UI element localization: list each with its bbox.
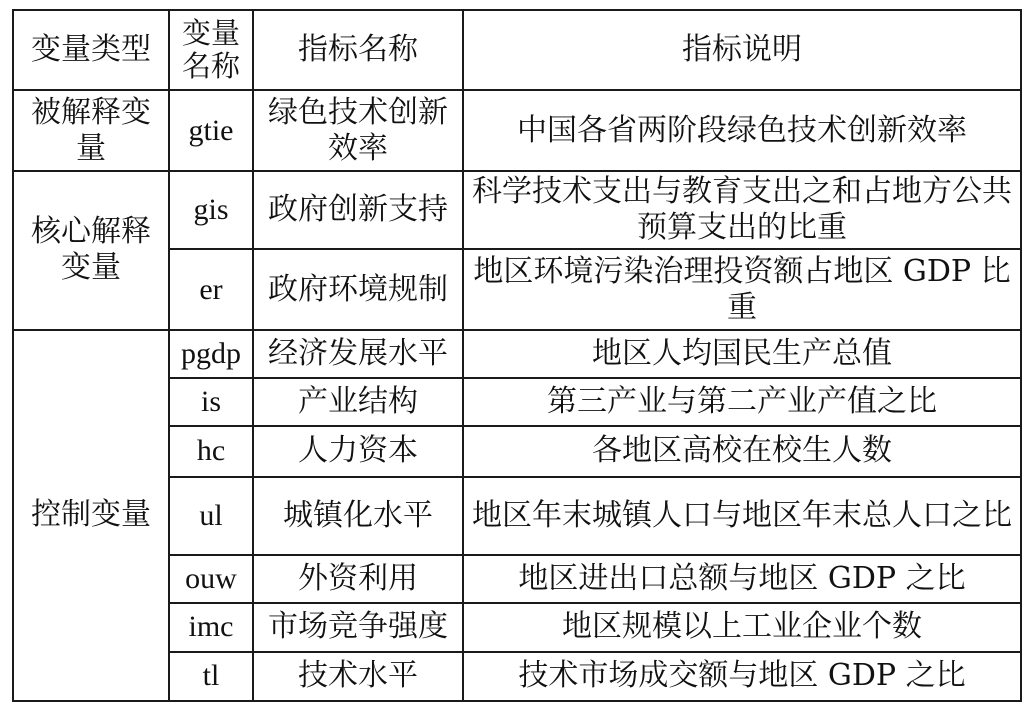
variable-name-cell: imc bbox=[169, 603, 253, 651]
indicator-description-cell: 科学技术支出与教育支出之和占地方公共预算支出的比重 bbox=[463, 171, 1021, 249]
variable-name-cell: tl bbox=[169, 652, 253, 701]
indicator-description-cell: 地区环境污染治理投资额占地区 GDP 比重 bbox=[463, 249, 1021, 329]
variable-name-cell: is bbox=[169, 378, 253, 426]
header-row bbox=[13, 10, 1021, 90]
variable-type-cell: 被解释变量 bbox=[13, 90, 169, 170]
variable-name-cell: er bbox=[169, 249, 253, 329]
indicator-name-cell: 经济发展水平 bbox=[253, 330, 463, 378]
header-indicator-name: 指标名称 bbox=[253, 10, 463, 90]
indicator-name-cell: 市场竞争强度 bbox=[253, 603, 463, 651]
indicator-name-cell: 技术水平 bbox=[253, 652, 463, 701]
indicator-description-cell: 第三产业与第二产业产值之比 bbox=[463, 378, 1021, 426]
indicator-description-cell: 技术市场成交额与地区 GDP 之比 bbox=[463, 652, 1021, 701]
indicator-name-cell: 政府环境规制 bbox=[253, 249, 463, 329]
variable-type-cell: 控制变量 bbox=[13, 330, 169, 701]
variable-type-cell: 核心解释变量 bbox=[13, 171, 169, 330]
variable-definition-table-container bbox=[12, 9, 1020, 702]
indicator-name-cell: 城镇化水平 bbox=[253, 477, 463, 555]
variable-name-cell: pgdp bbox=[169, 330, 253, 378]
indicator-description-cell: 地区规模以上工业企业个数 bbox=[463, 603, 1021, 651]
indicator-name-cell: 政府创新支持 bbox=[253, 171, 463, 249]
variable-definition-table bbox=[12, 9, 1022, 702]
indicator-name-cell: 人力资本 bbox=[253, 426, 463, 476]
indicator-name-cell: 绿色技术创新效率 bbox=[253, 90, 463, 170]
variable-name-cell: gis bbox=[169, 171, 253, 249]
variable-name-cell: ul bbox=[169, 477, 253, 555]
indicator-description-cell: 各地区高校在校生人数 bbox=[463, 426, 1021, 476]
variable-name-cell: hc bbox=[169, 426, 253, 476]
indicator-description-cell: 地区进出口总额与地区 GDP 之比 bbox=[463, 555, 1021, 603]
table-row bbox=[13, 330, 1021, 378]
indicator-name-cell: 产业结构 bbox=[253, 378, 463, 426]
variable-name-cell: gtie bbox=[169, 90, 253, 170]
indicator-description-cell: 中国各省两阶段绿色技术创新效率 bbox=[463, 90, 1021, 170]
header-variable-type: 变量类型 bbox=[13, 10, 169, 90]
indicator-name-cell: 外资利用 bbox=[253, 555, 463, 603]
indicator-description-cell: 地区人均国民生产总值 bbox=[463, 330, 1021, 378]
indicator-description-cell: 地区年末城镇人口与地区年末总人口之比 bbox=[463, 477, 1021, 555]
variable-name-cell: ouw bbox=[169, 555, 253, 603]
header-indicator-description: 指标说明 bbox=[463, 10, 1021, 90]
header-variable-name: 变量名称 bbox=[169, 10, 253, 90]
table-row bbox=[13, 171, 1021, 249]
table-row bbox=[13, 90, 1021, 170]
